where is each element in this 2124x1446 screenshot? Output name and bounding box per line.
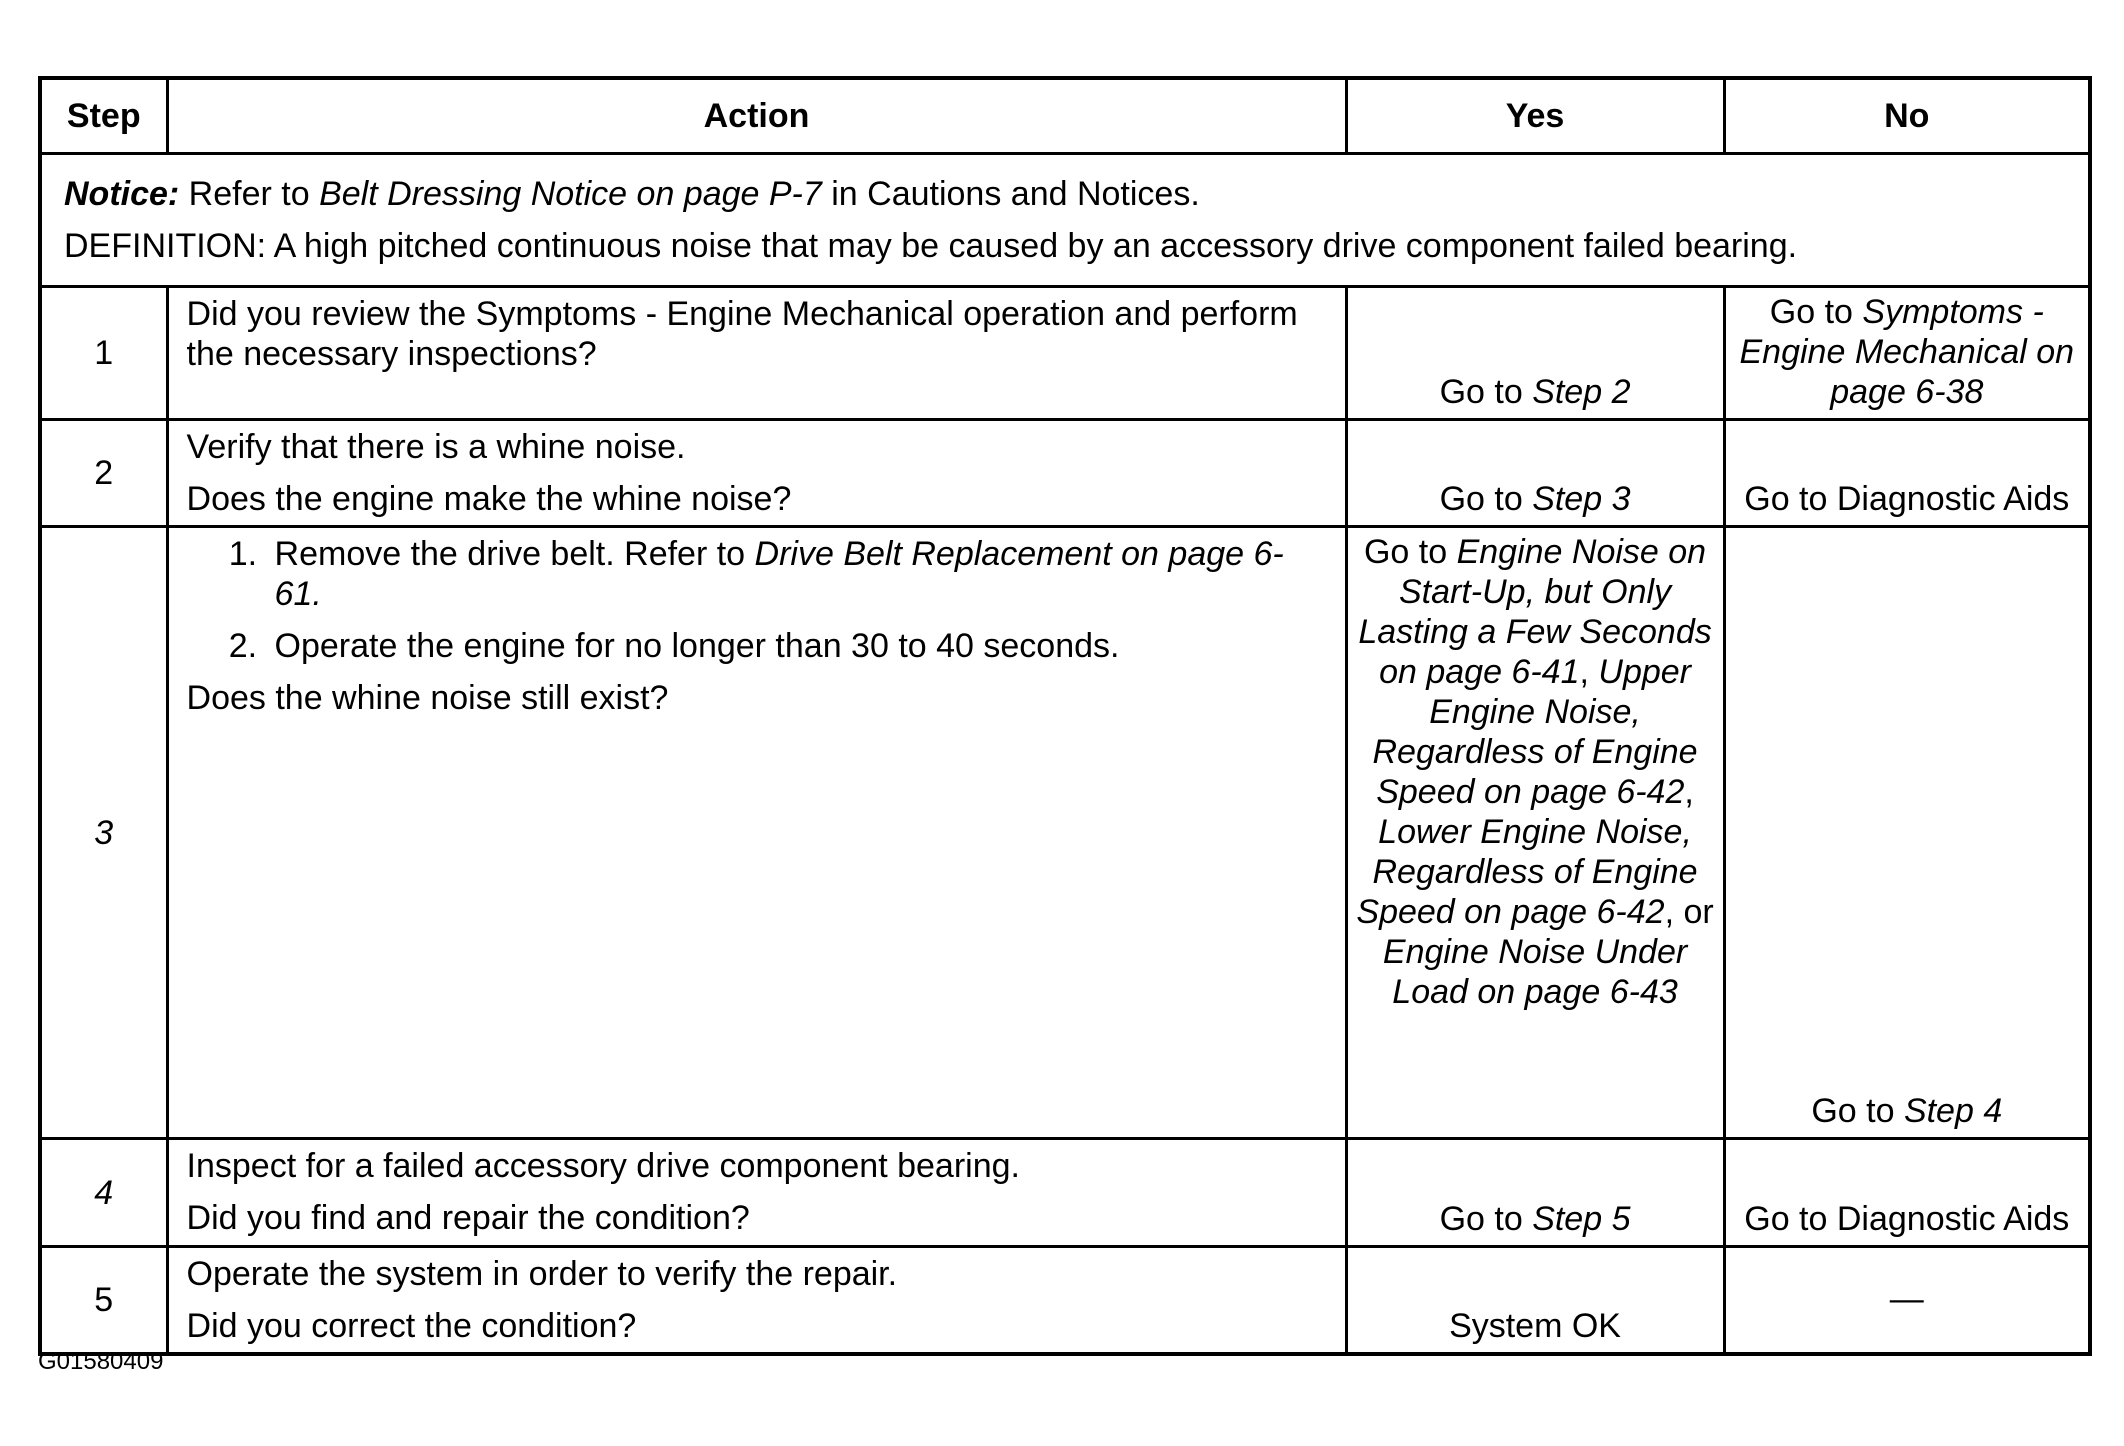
table-row	[40, 527, 2090, 1139]
notice-text-1: Refer to	[179, 175, 320, 213]
action-question: Did you correct the condition?	[186, 1307, 637, 1345]
header-action: Action	[167, 78, 1346, 154]
action-cell	[167, 527, 1346, 1139]
header-row	[40, 78, 2090, 154]
step-number: 1	[40, 287, 167, 420]
figure-code: G01580409	[38, 1348, 164, 1375]
table-row	[40, 287, 2090, 420]
yes-cell: System OK	[1346, 1247, 1724, 1355]
yes-prefix: Go to	[1363, 533, 1457, 571]
header-step: Step	[40, 78, 167, 154]
no-prefix: Go to	[1811, 1092, 1904, 1130]
notice-label: Notice:	[64, 175, 180, 213]
header-no: No	[1724, 78, 2090, 154]
substep-link[interactable]: Drive Belt Replacement on page 6-61.	[274, 535, 1284, 613]
yes-link[interactable]: Engine Noise on Start-Up, but Only Lasting a Few Seconds on page 6-41	[1358, 533, 1712, 691]
header-yes: Yes	[1346, 78, 1724, 154]
action-question: Does the whine noise still exist?	[186, 679, 669, 717]
action-text: Did you review the Symptoms - Engine Mechanical operation and perform the necessary inspections?	[186, 295, 1298, 373]
action-cell	[167, 1139, 1346, 1247]
yes-prefix: Go to	[1439, 373, 1533, 411]
yes-cell	[1346, 287, 1724, 420]
table-row	[40, 1139, 2090, 1247]
yes-link[interactable]: Step 2	[1532, 373, 1631, 411]
no-cell[interactable]: Go to Diagnostic Aids	[1724, 420, 2090, 527]
substep-text: Remove the drive belt. Refer to	[274, 535, 755, 573]
no-prefix: Go to	[1769, 293, 1863, 331]
notice-row	[40, 154, 2090, 287]
yes-cell	[1346, 420, 1724, 527]
action-text: Inspect for a failed accessory drive component bearing.	[186, 1147, 1020, 1185]
yes-separator: ,	[1684, 773, 1694, 811]
table-row	[40, 420, 2090, 527]
substep-item: 2. Operate the engine for no longer than 30 to 40 seconds.	[267, 626, 1327, 666]
no-link[interactable]: Step 4	[1903, 1092, 2003, 1130]
yes-link[interactable]: Upper Engine Noise, Regardless of Engine Speed on page 6-42	[1372, 653, 1698, 811]
yes-link[interactable]: Lower Engine Noise, Regardless of Engine Speed on page 6-42	[1356, 813, 1698, 931]
no-cell	[1724, 287, 2090, 420]
substep-item	[267, 534, 1327, 614]
action-text: Operate the system in order to verify the repair.	[186, 1255, 898, 1293]
yes-link[interactable]: Engine Noise Under Load on page 6-43	[1382, 933, 1688, 1011]
action-question: Did you find and repair the condition?	[186, 1199, 750, 1237]
action-cell	[167, 287, 1346, 420]
notice-text-2: in Cautions and Notices.	[821, 175, 1200, 213]
diagnostic-table	[38, 76, 2092, 1356]
step-number: 3	[40, 527, 167, 1139]
notice-cell	[40, 154, 2090, 287]
yes-prefix: Go to	[1439, 1200, 1533, 1238]
yes-cell	[1346, 1139, 1724, 1247]
action-text: Verify that there is a whine noise.	[186, 428, 686, 466]
yes-link[interactable]: Step 5	[1532, 1200, 1631, 1238]
action-cell	[167, 1247, 1346, 1355]
notice-link[interactable]: Belt Dressing Notice on page P-7	[319, 175, 822, 213]
notice-line	[64, 168, 2066, 220]
table-row	[40, 1247, 2090, 1355]
no-link[interactable]: Symptoms - Engine Mechanical on page 6-38	[1739, 293, 2075, 411]
no-cell	[1724, 527, 2090, 1139]
yes-cell	[1346, 527, 1724, 1139]
no-cell: —	[1724, 1247, 2090, 1355]
substep-list	[187, 534, 1327, 666]
yes-link[interactable]: Step 3	[1532, 480, 1631, 518]
step-number: 4	[40, 1139, 167, 1247]
yes-separator: ,	[1579, 653, 1599, 691]
step-number: 2	[40, 420, 167, 527]
step-number: 5	[40, 1247, 167, 1355]
no-cell[interactable]: Go to Diagnostic Aids	[1724, 1139, 2090, 1247]
yes-separator: , or	[1664, 893, 1714, 931]
yes-prefix: Go to	[1439, 480, 1533, 518]
action-cell	[167, 420, 1346, 527]
definition-line: DEFINITION: A high pitched continuous noise that may be caused by an accessory drive component failed bearing.	[64, 227, 1798, 265]
action-question: Does the engine make the whine noise?	[186, 480, 792, 518]
